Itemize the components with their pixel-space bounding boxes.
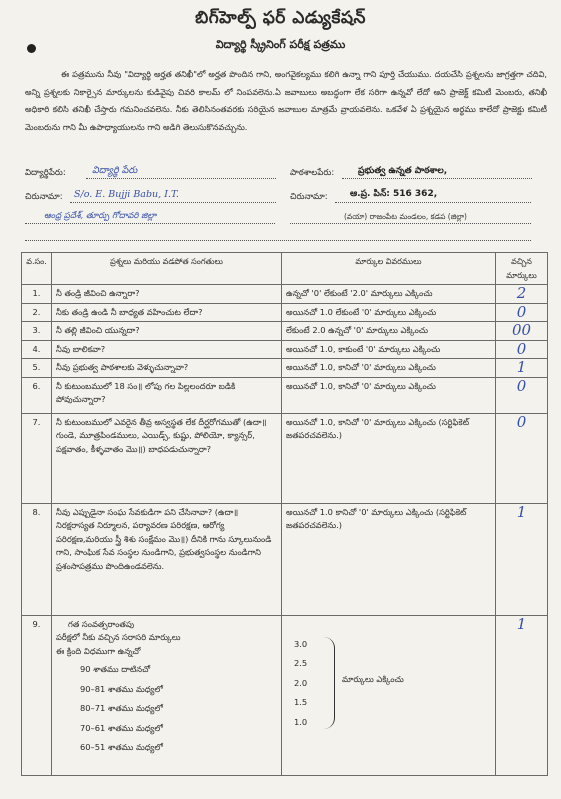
grade-mark: 2.5 [294,658,308,668]
row-number: 5. [22,359,52,378]
school-address-label: చిరునామా: [290,192,328,202]
row-criteria: అయినచో 1.0 లేకుంటే '0' మార్కులు ఎక్కించు [282,303,496,322]
row-criteria: అయినచో 1.0, కాకుంటే '0' మార్కులు ఎక్కించు [282,340,496,359]
table-row [22,359,548,378]
row-question-grades [52,615,282,775]
address-line-3 [25,240,531,241]
row-criteria-grades [282,615,496,775]
table-row [22,322,548,341]
grade-range: 80–71 శాతము మధ్యలో [80,703,163,713]
row-number: 1. [22,285,52,304]
row-criteria: అయినచో 1.0, కానిచో '0' మార్కులు ఎక్కించు [282,377,496,413]
header-score: వచ్చిన మార్కులు [496,253,548,285]
grade-list [56,660,277,758]
school-address-value[interactable]: ఆ.ప్ర. పిన్: 516 362, [350,189,438,199]
row-criteria: లేకుంటే 2.0 ఉన్నచో '0' మార్కులు ఎక్కించు [282,322,496,341]
row-question: నీవు ప్రభుత్వ పాఠశాలకు వెళ్ళుచున్నావా? [52,359,282,378]
grade-range: 90 శాతము దాటినచో [80,664,151,674]
grade-intro-2: ఈ క్రింది విధముగా ఉన్నచో [56,645,141,656]
instructions-text: ఈ పత్రమును నీవు "విద్యార్థి అర్హత తనిఖీ"లో అర్హత పొందిన గాని, అంగవైకల్యము కలిగి ఉన్నా గాని పూర్తి చేయుము. దయచేసి ప్రశ్నలను జాగ్రత్తగా చదివి, అన్ని ప్రశ్నలకు నికార్సైన మార్కులను కుడివైపు చివరి కాలమ్ లో నింపవలెను.ఏ జవాబులు అబద్ధంగా లేక సరిగా ఉన్నవో లేదో ఆని ప్రాజెక్ట్ కమిటీ మెంబరు, తనిఖీ అధికారి కలిసి తనిఖీ చేస్తారు గమనించవలెను. నీకు తెలిసినంతవరకు సరియైన జవాబుల మాత్రమే వ్రాయవలెను. ఒకవేళ ఏ ప్రశ్నయైన అర్థము కాలేదో ప్రాజెక్టు కమిటీ మెంబరును గాని మీ ఉపాధ్యాయులను గాని అడిగి తెలుసుకొనవచ్చును. [25,69,547,132]
table-row [22,413,548,503]
grade-heading: గత సంవత్సరాంతపు [68,618,135,629]
row-number: 6. [22,377,52,413]
grade-range: 60–51 శాతము మధ్యలో [80,742,163,752]
row-score[interactable]: 1 [496,615,548,775]
grade-mark: 1.5 [294,697,308,707]
grade-mark: 2.0 [294,677,308,688]
student-name-line [86,178,276,179]
form-title: బిగ్‌హెల్ప్ ఫర్ ఎడ్యుకేషన్ [195,8,366,28]
row-score[interactable]: 2 [496,285,548,304]
student-address-value-2[interactable]: ఆంధ్ర ప్రదేశ్, తూర్పు గోదావరి జిల్లా [44,211,157,221]
student-address-line [70,202,276,203]
row-number: 3. [22,322,52,341]
table-header-row [22,253,548,285]
row-question: నీకు తండ్రి ఉండి నీ బాధ్యత వహించుట లేదా? [52,303,282,322]
row-score[interactable]: 0 [496,413,548,503]
grade-mark: 3.0 [294,638,308,649]
school-address-value-2[interactable]: (వయా) రాజంపేట మండలం, కడప (జిల్లా) [344,212,467,221]
school-name-label: పాఠశాలపేరు: [290,168,335,178]
row-criteria: అయినచో 1.0, కానిచో '0' మార్కులు ఎక్కించు [282,359,496,378]
screening-questions-table [21,252,548,776]
table-row [22,285,548,304]
marks-list [286,635,491,733]
school-name-value[interactable]: ప్రభుత్వ ఉన్నత పాఠశాల, [358,166,448,176]
table-row [22,503,548,615]
row-question: నీ కుటుంబములో ఎవరైన తీవ్ర అస్వస్థత లేక దీర్ఘరోగముతో (ఉదా॥ గుండె, మూత్రపిండములు, ఎయిడ్స్, కుష్టు, పోలియో, క్యాన్సర్, పక్షవాతం, కీళ్ళవాతం మొ॥) బాధపడుచున్నారా? [52,413,282,503]
row-criteria: ఉన్నచో '0' లేకుంటే '2.0' మార్కులు ఎక్కించు [282,285,496,304]
student-address-value[interactable]: S/o. E. Bujji Babu, I.T. [74,189,179,200]
curly-brace [324,637,335,729]
student-address-label: చిరునామా: [25,192,63,202]
row-question: నీ తండ్రి జీవించి ఉన్నారా? [52,285,282,304]
table-row [22,340,548,359]
student-address-line-2 [25,223,275,224]
row-number: 7. [22,413,52,503]
row-number: 9. [22,615,52,775]
row-score[interactable]: 0 [496,303,548,322]
row-question: నీవు బాలికవా? [52,340,282,359]
row-score[interactable]: 1 [496,503,548,615]
brace-label: మార్కులు ఎక్కించు [342,673,404,684]
grade-range: 90–81 శాతము మధ్యలో [80,683,163,694]
student-name-label: విద్యార్థిపేరు: [25,168,66,178]
school-address-line-2 [290,223,531,224]
header-criteria: మార్కుల వివరములు [282,253,496,285]
header-question: ప్రశ్నలు మరియు వడపోత సంగతులు [52,253,282,285]
grade-mark: 1.0 [294,716,308,727]
student-name-value[interactable]: విద్యార్థి పేరు [92,165,138,176]
row-question: నీ తల్లి జీవించి యున్నదా? [52,322,282,341]
school-address-line [335,202,531,203]
row-score[interactable]: 0 [496,340,548,359]
form-subtitle: విద్యార్థి స్క్రీనింగ్ పరీక్ష పత్రము [215,38,346,51]
row-number: 2. [22,303,52,322]
row-question: నీవు ఎప్పుడైనా సంఘ సేవకుడిగా పని చేసినావా? (ఉదా॥ నిరక్షరాస్యత నిర్మూలన, పర్యావరణ పరిరక్షణ, ఆరోగ్య పరిరక్షణ,మరియు స్త్రీ శిశు సంక్షేమం మొ॥) దీనికి గాను స్కూలునుండి గాని, సాంఘిక సేవ సంస్థల నుండిగాని, ప్రభుత్వసంస్థల నుండిగాని ప్రశంసాపత్రము పొందిఉండవలెను. [52,503,282,615]
row-score[interactable]: 1 [496,359,548,378]
table-row [22,303,548,322]
grade-intro-1: పరీక్షలో నీకు వచ్చిన సరాసరి మార్కులు [56,632,181,642]
row-number: 8. [22,503,52,615]
row-number: 4. [22,340,52,359]
table-row [22,615,548,775]
instructions-paragraph [25,66,547,136]
row-question: నీ కుటుంబములో 18 సం॥ లోపు గల పిల్లలందరూ బడికి పోవుచున్నారా? [52,377,282,413]
row-criteria: అయినచో 1.0 కానిచో '0' మార్కులు ఎక్కించు (సర్టిఫికెట్ జతపరచవలెను.) [282,503,496,615]
table-row [22,377,548,413]
school-name-line [342,178,532,179]
row-score[interactable]: 0 [496,377,548,413]
grade-range: 70–61 శాతము మధ్యలో [80,722,163,733]
row-score[interactable]: 00 [496,322,548,341]
row-criteria: అయినచో 1.0, కానిచో '0' మార్కులు ఎక్కించు (సర్టిఫికెట్ జతపరచవలెను.) [282,413,496,503]
header-sno: వ.సం. [22,253,52,285]
